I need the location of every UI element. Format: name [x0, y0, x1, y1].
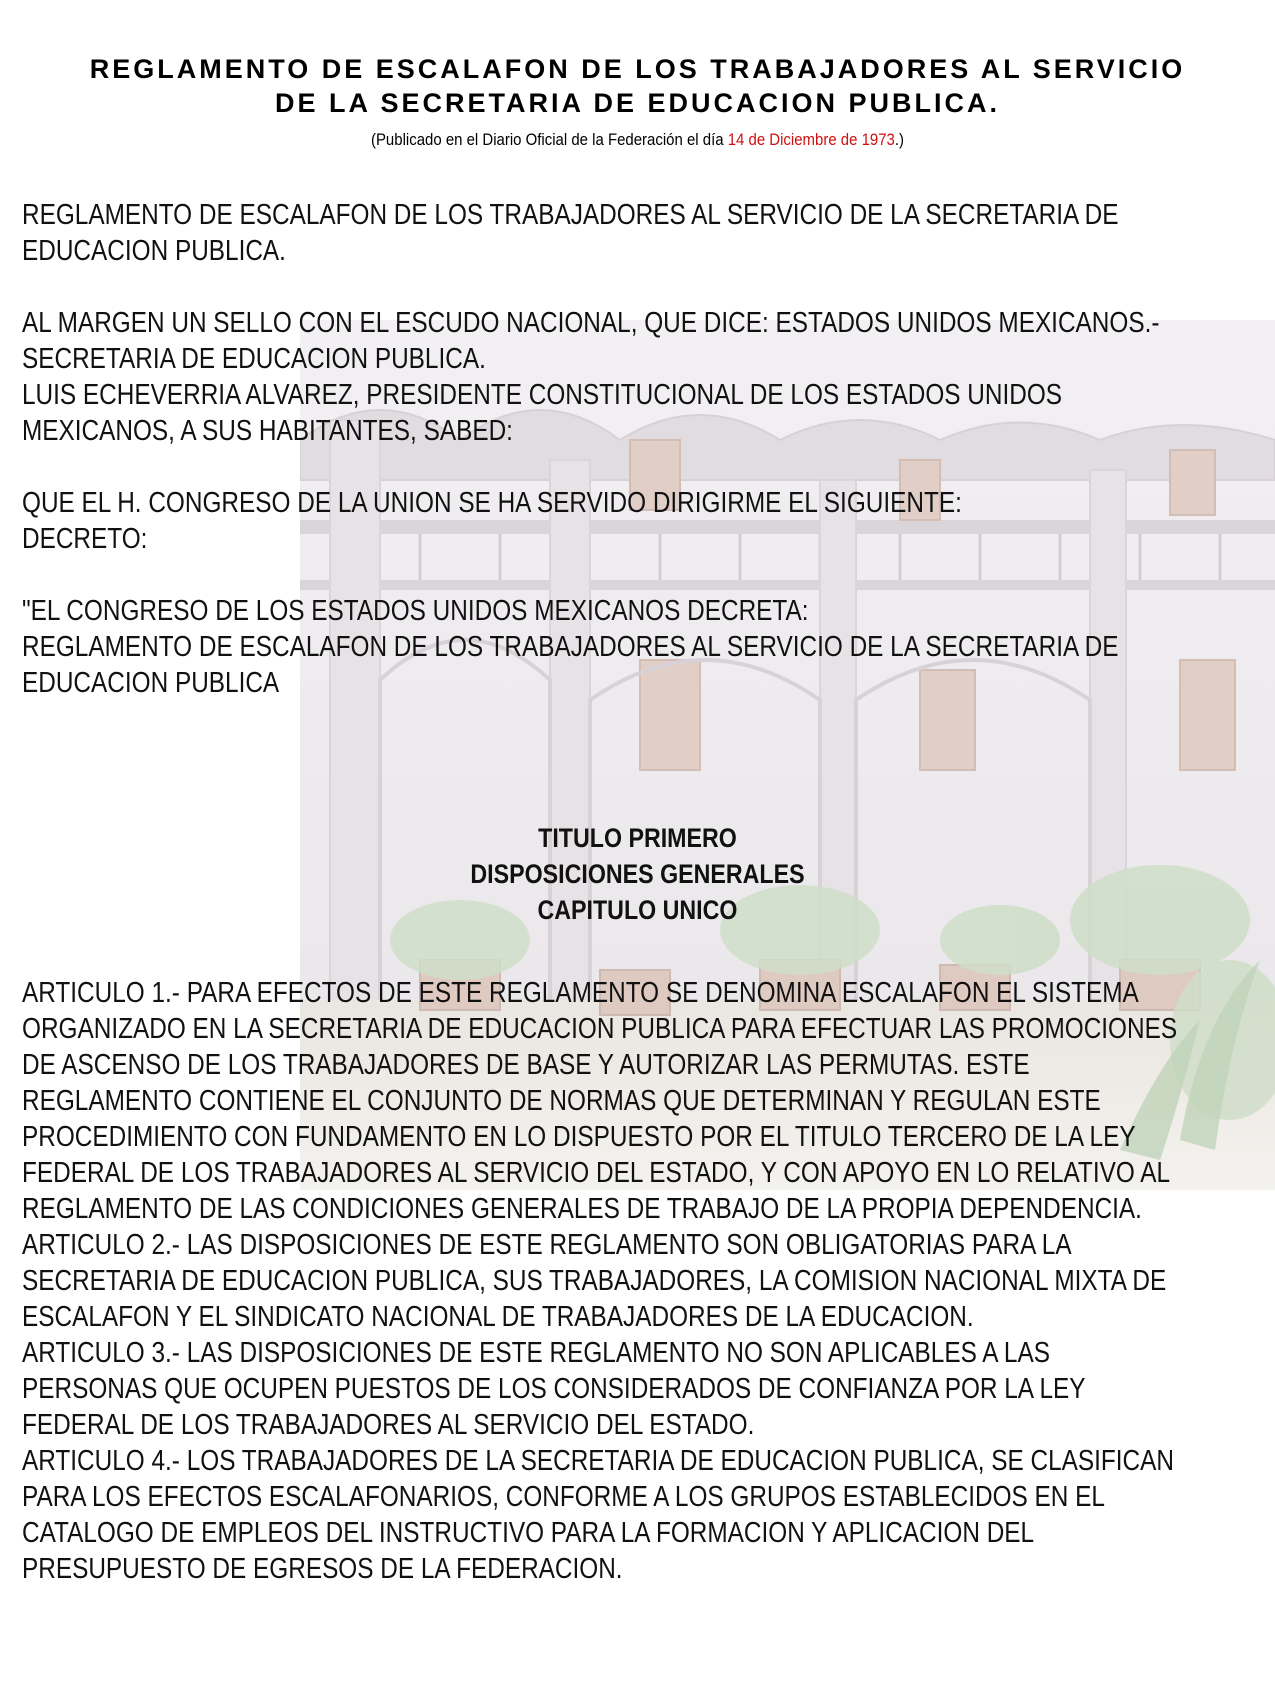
article-line: SECRETARIA DE EDUCACION PUBLICA, SUS TRABAJADORES, LA COMISION NACIONAL MIXTA DE: [22, 1265, 1167, 1297]
article-line: ESCALAFON Y EL SINDICATO NACIONAL DE TRABAJADORES DE LA EDUCACION.: [22, 1301, 974, 1333]
intro-line: EDUCACION PUBLICA: [22, 667, 280, 699]
article-line: ARTICULO 1.- PARA EFECTOS DE ESTE REGLAMENTO SE DENOMINA ESCALAFON EL SISTEMA: [22, 977, 1139, 1009]
intro-line: REGLAMENTO DE ESCALAFON DE LOS TRABAJADORES AL SERVICIO DE LA SECRETARIA DE: [22, 631, 1119, 663]
intro-line: MEXICANOS, A SUS HABITANTES, SABED:: [22, 415, 513, 447]
intro-line: LUIS ECHEVERRIA ALVAREZ, PRESIDENTE CONSTITUCIONAL DE LOS ESTADOS UNIDOS: [22, 379, 1063, 411]
article-line: DE ASCENSO DE LOS TRABAJADORES DE BASE Y AUTORIZAR LAS PERMUTAS. ESTE: [22, 1049, 1030, 1081]
article-line: ARTICULO 4.- LOS TRABAJADORES DE LA SECRETARIA DE EDUCACION PUBLICA, SE CLASIFICAN: [22, 1445, 1174, 1477]
article-line: REGLAMENTO DE LAS CONDICIONES GENERALES DE TRABAJO DE LA PROPIA DEPENDENCIA.: [22, 1193, 1142, 1225]
document-title-line-1: REGLAMENTO DE ESCALAFON DE LOS TRABAJADORES AL SERVICIO: [89, 54, 1186, 84]
titulo-heading: TITULO PRIMERO: [538, 823, 737, 853]
article-line: PRESUPUESTO DE EGRESOS DE LA FEDERACION.: [22, 1553, 623, 1585]
publication-prefix: (Publicado en el Diario Oficial de la Federación el día: [370, 130, 728, 149]
intro-line: SECRETARIA DE EDUCACION PUBLICA.: [22, 343, 486, 375]
intro-line: QUE EL H. CONGRESO DE LA UNION SE HA SERVIDO DIRIGIRME EL SIGUIENTE:: [22, 487, 962, 519]
article-line: REGLAMENTO CONTIENE EL CONJUNTO DE NORMAS QUE DETERMINAN Y REGULAN ESTE: [22, 1085, 1101, 1117]
article-line: ARTICULO 3.- LAS DISPOSICIONES DE ESTE REGLAMENTO NO SON APLICABLES A LAS: [22, 1337, 1050, 1369]
publication-date: 14 de Diciembre de 1973: [727, 130, 895, 149]
article-line: CATALOGO DE EMPLEOS DEL INSTRUCTIVO PARA LA FORMACION Y APLICACION DEL: [22, 1517, 1035, 1549]
intro-line: "EL CONGRESO DE LOS ESTADOS UNIDOS MEXICANOS DECRETA:: [22, 595, 809, 627]
publication-note: [94, 130, 1181, 150]
intro-line: EDUCACION PUBLICA.: [22, 235, 286, 267]
section-heading: [0, 820, 1275, 928]
intro-line: AL MARGEN UN SELLO CON EL ESCUDO NACIONAL, QUE DICE: ESTADOS UNIDOS MEXICANOS.-: [22, 307, 1160, 339]
article-line: FEDERAL DE LOS TRABAJADORES AL SERVICIO DEL ESTADO.: [22, 1409, 755, 1441]
document-title-line-2: DE LA SECRETARIA DE EDUCACION PUBLICA.: [274, 88, 1001, 118]
capitulo-heading: CAPITULO UNICO: [537, 895, 738, 925]
disposiciones-heading: DISPOSICIONES GENERALES: [470, 859, 805, 889]
intro-line: [22, 557, 1164, 593]
intro-line: REGLAMENTO DE ESCALAFON DE LOS TRABAJADORES AL SERVICIO DE LA SECRETARIA DE: [22, 199, 1119, 231]
article-line: ARTICULO 2.- LAS DISPOSICIONES DE ESTE REGLAMENTO SON OBLIGATORIAS PARA LA: [22, 1229, 1072, 1261]
articles-text: [22, 975, 1178, 1587]
intro-line: [22, 269, 1164, 305]
intro-line: [22, 449, 1164, 485]
article-line: PERSONAS QUE OCUPEN PUESTOS DE LOS CONSIDERADOS DE CONFIANZA POR LA LEY: [22, 1373, 1086, 1405]
intro-text: [22, 197, 1164, 701]
article-line: PARA LOS EFECTOS ESCALAFONARIOS, CONFORME A LOS GRUPOS ESTABLECIDOS EN EL: [22, 1481, 1105, 1513]
article-line: PROCEDIMIENTO CON FUNDAMENTO EN LO DISPUESTO POR EL TITULO TERCERO DE LA LEY: [22, 1121, 1136, 1153]
article-line: FEDERAL DE LOS TRABAJADORES AL SERVICIO DEL ESTADO, Y CON APOYO EN LO RELATIVO AL: [22, 1157, 1171, 1189]
publication-suffix: .): [894, 130, 905, 149]
article-line: ORGANIZADO EN LA SECRETARIA DE EDUCACION PUBLICA PARA EFECTUAR LAS PROMOCIONES: [22, 1013, 1178, 1045]
intro-line: DECRETO:: [22, 523, 148, 555]
